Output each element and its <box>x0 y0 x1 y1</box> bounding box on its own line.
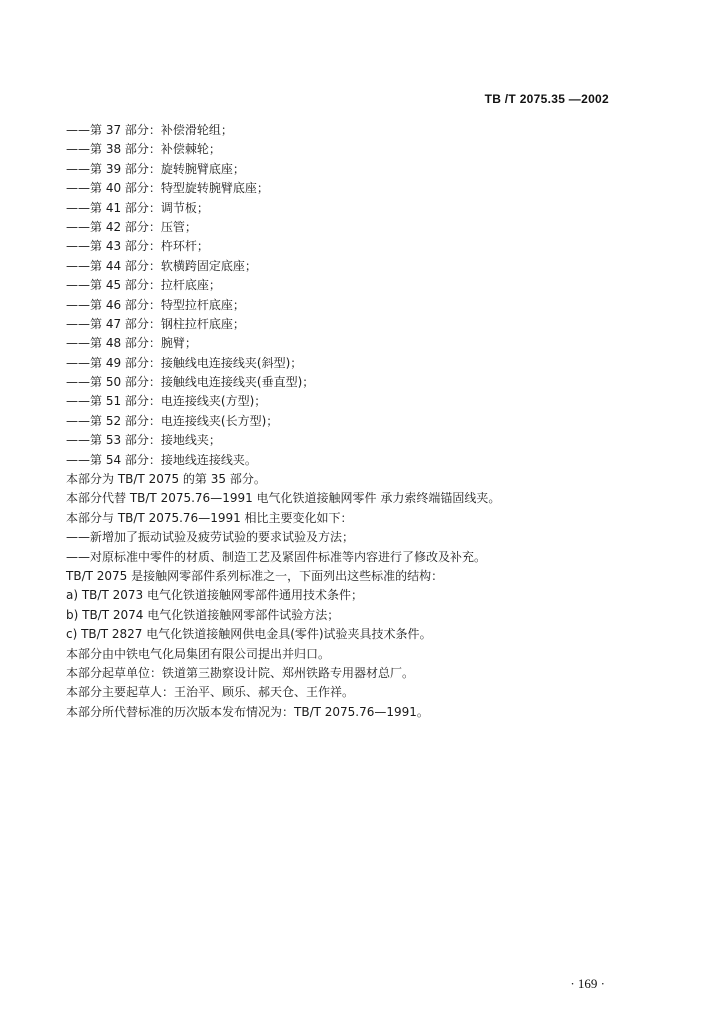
list-item: ——第 39 部分：旋转腕臂底座； <box>66 161 245 176</box>
standard-code-header: TB /T 2075.35 —2002 <box>484 92 609 106</box>
list-item: ——第 53 部分：接地线夹； <box>66 433 221 448</box>
change-item: ——新增加了振动试验及疲劳试验的要求试验及方法； <box>66 530 355 545</box>
list-item: ——第 38 部分：补偿棘轮； <box>66 142 221 157</box>
document-body <box>66 121 626 722</box>
structure-item: a) TB/T 2073 电气化铁道接触网零部件通用技术条件； <box>66 588 363 603</box>
list-item: ——第 37 部分：补偿滑轮组； <box>66 123 233 137</box>
list-item: ——第 48 部分：腕臂； <box>66 336 197 351</box>
list-item: ——第 54 部分：接地线连接线夹。 <box>66 452 257 467</box>
list-item: ——第 43 部分：杵环杆； <box>66 239 209 254</box>
change-item: ——对原标准中零件的材质、制造工艺及紧固件标准等内容进行了修改及补充。 <box>66 549 487 564</box>
list-item: ——第 42 部分：压管； <box>66 219 197 234</box>
paragraph-version-history: 本部分所代替标准的历次版本发布情况为：TB/T 2075.76—1991。 <box>66 704 429 719</box>
paragraph-changes-intro: 本部分与 TB/T 2075.76—1991 相比主要变化如下： <box>66 510 353 525</box>
list-item: ——第 44 部分：软横跨固定底座； <box>66 258 257 273</box>
structure-item: b) TB/T 2074 电气化铁道接触网零部件试验方法； <box>66 607 340 622</box>
paragraph-series-structure: TB/T 2075 是接触网零部件系列标准之一，下面列出这些标准的结构： <box>66 568 444 583</box>
list-item: ——第 47 部分：钢柱拉杆底座； <box>66 316 245 331</box>
list-item: ——第 40 部分：特型旋转腕臂底座； <box>66 181 269 196</box>
page-number: · 169 · <box>570 976 605 991</box>
paragraph-drafters: 本部分主要起草人：王治平、顾乐、郝天仓、王作祥。 <box>66 685 355 700</box>
structure-item: c) TB/T 2827 电气化铁道接触网供电金具(零件)试验夹具技术条件。 <box>66 627 432 642</box>
paragraph-replaces: 本部分代替 TB/T 2075.76—1991 电气化铁道接触网零件 承力索终端锚固线夹。 <box>66 491 501 506</box>
list-item: ——第 50 部分：接触线电连接线夹(垂直型)； <box>66 375 315 390</box>
paragraph-part-number: 本部分为 TB/T 2075 的第 35 部分。 <box>66 472 266 487</box>
list-item: ——第 52 部分：电连接线夹(长方型)； <box>66 413 279 428</box>
list-item: ——第 49 部分：接触线电连接线夹(斜型)； <box>66 355 303 370</box>
list-item: ——第 51 部分：电连接线夹(方型)； <box>66 394 267 409</box>
list-item: ——第 41 部分：调节板； <box>66 200 209 215</box>
foreword-paragraphs <box>66 470 626 722</box>
parts-list <box>66 121 626 470</box>
paragraph-drafting-units: 本部分起草单位：铁道第三勘察设计院、郑州铁路专用器材总厂。 <box>66 665 415 680</box>
list-item: ——第 45 部分：拉杆底座； <box>66 278 221 293</box>
list-item: ——第 46 部分：特型拉杆底座； <box>66 297 245 312</box>
paragraph-proposer: 本部分由中铁电气化局集团有限公司提出并归口。 <box>66 646 331 661</box>
